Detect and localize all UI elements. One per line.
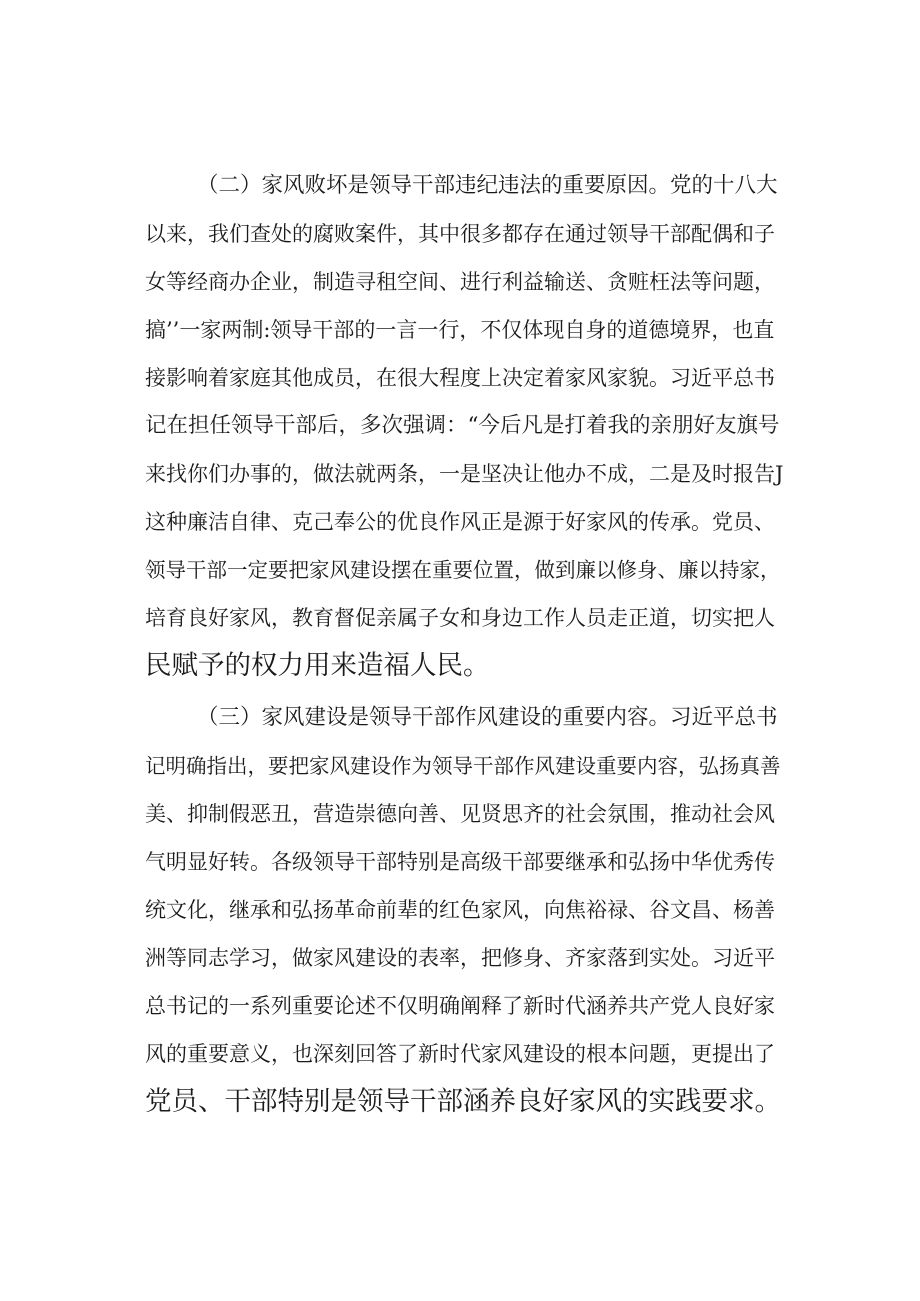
text-line: 统文化，继承和弘扬革命前辈的红色家风，向焦裕禄、谷文昌、杨善 [145,898,775,922]
text-line: 洲等同志学习，做家风建设的表率，把修身、齐家落到实处。习近平 [145,946,775,970]
text-line: （三）家风建设是领导干部作风建设的重要内容。习近平总书 [197,705,778,730]
text-line: （二）家风败坏是领导干部违纪违法的重要原因。党的十八大 [197,173,778,198]
text-line: 女等经商办企业，制造寻租空间、进行利益输送、贪赃枉法等问题， [145,270,775,294]
text-line: 培育良好家风，教育督促亲属子女和身边工作人员走正道，切实把人 [145,606,775,630]
text-line: 党员、干部特别是领导干部涵养良好家风的实践要求。 [145,1086,781,1117]
text-line: 领导干部一定要把家风建设摆在重要位置，做到廉以修身、廉以持家， [145,558,781,582]
text-line: 民赋予的权力用来造福人民。 [145,650,490,681]
text-line: 接影响着家庭其他成员，在很大程度上决定着家风家貌。习近平总书 [145,366,775,390]
text-line: 搞’’一家两制:领导干部的一言一行，不仅体现自身的道德境界，也直 [145,318,775,342]
text-line: 气明显好转。各级领导干部特别是高级干部要继承和弘扬中华优秀传 [145,850,775,874]
text-line: 美、抑制假恶丑，营造崇德向善、见贤思齐的社会氛围，推动社会风 [145,802,775,826]
text-line: 这种廉洁自律、克己奉公的优良作风正是源于好家风的传承。党员、 [145,510,775,534]
text-line: 来找你们办事的，做法就两条，一是坚决让他办不成，二是及时报告J [145,462,784,486]
text-line: 记在担任领导干部后，多次强调：“今后凡是打着我的亲朋好友旗号 [145,413,780,438]
text-line: 总书记的一系列重要论述不仅明确阐释了新时代涵养共产党人良好家 [145,994,775,1018]
text-line: 记明确指出，要把家风建设作为领导干部作风建设重要内容，弘扬真善 [145,754,781,778]
text-line: 风的重要意义，也深刻回答了新时代家风建设的根本问题，更提出了 [145,1042,775,1066]
text-line: 以来，我们查处的腐败案件，其中很多都存在通过领导干部配偶和子 [145,222,775,246]
